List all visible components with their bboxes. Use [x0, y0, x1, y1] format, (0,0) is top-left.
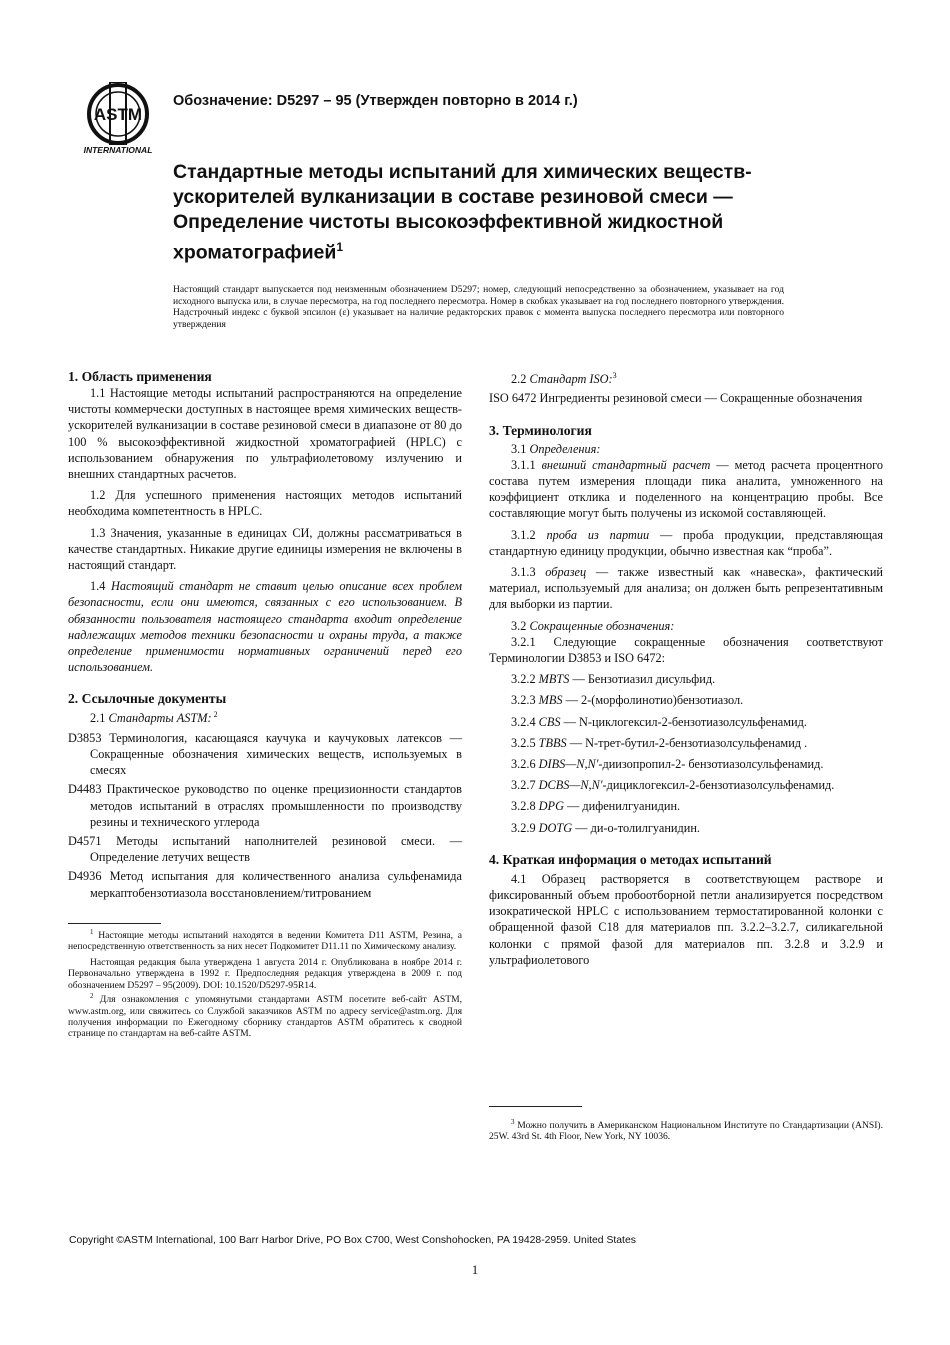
- footnote-1-revision: Настоящая редакция была утверждена 1 августа 2014 г. Опубликована в ноябре 2014 г. Первоначально утверждена в 1992 г. Предпоследняя редакция утверждена в 2009 г. под обозначением D5297 – 95(2009). DOI: 10.1520/D5297-95R14.: [68, 956, 462, 991]
- subsection-3-2: [489, 618, 883, 634]
- abbr-number: 3.2.4: [511, 714, 539, 729]
- subsection-2-2-sup: 3: [612, 371, 617, 380]
- abbr-3-2-6: [489, 756, 883, 772]
- designation: Обозначение: D5297 – 95 (Утвержден повторно в 2014 г.): [173, 93, 578, 109]
- right-footnote-area: [489, 1106, 883, 1152]
- footnote-2-text: Для ознакомления с упомянутыми стандартами ASTM посетите веб-сайт ASTM, www.astm.org, или свяжитесь со Службой заказчиков ASTM по адресу service@astm.org. Для получения информации по Ежегодному сборнику стандартов ASTM обратитесь к сводной странице по стандартам на веб-сайте ASTM.: [68, 994, 462, 1040]
- title-text: Стандартные методы испытаний для химических веществ-ускорителей вулканизации в составе резиновой смеси — Определение чистоты высокоэффективной жидкостной хроматографией: [173, 161, 752, 264]
- term-3-1-2-definition: — проба продукции, представляющая стандартную единицу продукции, обычно известная как “проба”.: [489, 527, 884, 558]
- term-3-1-3: [489, 564, 883, 613]
- logo-text-astm: ASTM: [93, 105, 143, 124]
- abbr-definition: — 2-(морфолинотио)бензотиазол.: [562, 693, 744, 708]
- page-number: 1: [471, 1263, 479, 1277]
- left-column: [68, 368, 462, 1040]
- subsection-2-2: [489, 368, 883, 387]
- term-3-1-1-number: 3.1.1: [511, 457, 542, 472]
- abbr-3-2-5: [489, 735, 883, 751]
- subsection-3-1-label: Определения:: [529, 441, 601, 456]
- section-3-heading: 3. Терминология: [489, 422, 592, 438]
- abbr-term: DOTG: [538, 820, 573, 835]
- paragraph-1-4-number: 1.4: [90, 579, 111, 594]
- abbr-number: 3.2.3: [511, 693, 539, 708]
- abbr-definition: — дифенилгуанидин.: [563, 799, 681, 814]
- abbr-definition: — Бензотиазил дисульфид.: [569, 672, 716, 687]
- subsection-2-1-label: Стандарты ASTM:: [108, 711, 212, 726]
- abbr-number: 3.2.5: [511, 735, 539, 750]
- paragraph-1-4-text: Настоящий стандарт не ставит целью описание всех проблем безопасности, если они имеются, связанных с его использованием. В обязанности пользователя настоящего стандарта входит определение надлежащих методов техники безопасности и охраны труда, а также определение применимости нормативных ограничений перед его использованием.: [68, 579, 462, 675]
- astm-logo-graphic: [76, 82, 160, 156]
- term-3-1-2-term: проба из партии: [546, 527, 650, 542]
- abbr-term: DCBS—N,N': [538, 778, 603, 793]
- reference-d4483: D4483 Практическое руководство по оценке прецизионности стандартов методов испытаний в отраслях промышленности по производству резины и технического углерода: [68, 782, 462, 829]
- subsection-2-1-number: 2.1: [90, 711, 109, 726]
- paragraph-4-1: 4.1 Образец растворяется в соответствующем растворе и фиксированный объем пробоотборной петли анализируется посредством изократической HPLC с использованием термостатированной колонки с обращенной фазой C18 для материалов пп. 3.2.2–3.2.7, силикагельной колонки с прямой фазой для материалов пп. 3.2.8 и 3.2.9 и ультрафиолетового: [489, 871, 883, 967]
- abbr-number: 3.2.2: [511, 672, 539, 687]
- term-3-1-3-number: 3.1.3: [511, 564, 546, 579]
- document-title: [173, 160, 813, 266]
- footnote-2-mark: 2: [90, 992, 94, 1000]
- paragraph-1-1: 1.1 Настоящие методы испытаний распространяются на определение чистоты коммерчески доступных в настоящее время химических веществ-ускорителей вулканизации в составе резиновой смеси в диапазоне от 80 до 100 % высокоэффективной жидкостной хроматографией (HPLC) с использованием обнаружения по ультрафиолетовому излучению и внешних стандартных расчетов.: [68, 386, 462, 482]
- section-1-heading: 1. Область применения: [68, 369, 212, 384]
- term-3-1-2: [489, 527, 883, 559]
- astm-logo: [76, 82, 160, 156]
- abbr-term: MBS: [538, 693, 563, 708]
- abbr-definition: — N-трет-бутил-2-бензотиазолсульфенамид .: [566, 735, 808, 750]
- paragraph-1-2: 1.2 Для успешного применения настоящих методов испытаний необходима компетентность в HPLC.: [68, 488, 462, 519]
- subsection-2-1-sup: 2: [211, 710, 218, 720]
- subsection-3-1-number: 3.1: [511, 441, 530, 456]
- footnote-3-text: Можно получить в Американском Национальном Институте по Стандартизации (ANSI). 25W. 43rd St. 4th Floor, New York, NY 10036.: [489, 1119, 883, 1143]
- footnote-divider: [68, 923, 161, 924]
- abbr-definition: — ди-о-толилгуанидин.: [572, 820, 700, 835]
- abbr-3-2-3: [489, 692, 883, 708]
- footnote-2: [68, 991, 462, 1040]
- abbr-term: CBS: [538, 714, 561, 729]
- abbr-term: DPG: [538, 799, 564, 814]
- footnotes: [68, 927, 462, 1040]
- abbr-3-2-7: [489, 777, 883, 793]
- footnote-1-text: Настоящие методы испытаний находятся в ведении Комитета D11 ASTM, Резина, а непосредственную ответственность за них несет Подкомитет D11.11 по Химическому анализу.: [68, 929, 462, 953]
- abbr-number: 3.2.8: [511, 799, 539, 814]
- abbr-definition: -диизопропил-2- бензотиазолсульфенамид.: [598, 756, 824, 771]
- logo-text-international: INTERNATIONAL: [83, 145, 153, 155]
- subsection-2-2-number: 2.2: [511, 372, 530, 387]
- abbr-3-2-8: [489, 798, 883, 814]
- footnote-1-mark: 1: [90, 927, 94, 936]
- footnote-1: [68, 927, 462, 953]
- paragraph-1-3: 1.3 Значения, указанные в единицах СИ, должны рассматриваться в качестве стандартных. Никакие другие единицы измерения не включены в настоящий стандарт.: [68, 525, 462, 573]
- abbr-definition: -дициклогексил-2-бензотиазолсульфенамид.: [602, 778, 835, 793]
- abbr-term: MBTS: [538, 672, 570, 687]
- abbr-3-2-1: 3.2.1 Следующие сокращенные обозначения соответствуют Терминологии D3853 и ISO 6472:: [489, 634, 883, 665]
- abbr-term: DIBS—N,N': [538, 756, 599, 771]
- term-3-1-1-definition: — метод расчета процентного состава путем измерения площади пика аналита, умноженного на коэффициент отклика и поделенного на концентрацию пробы. Все составляющие могут быть получены из искомой составляющей.: [489, 457, 883, 521]
- abbr-definition: — N-циклогексил-2-бензотиазолсульфенамид.: [560, 714, 807, 729]
- right-column: [489, 368, 883, 968]
- reference-d4571: D4571 Методы испытаний наполнителей резиновой смеси. — Определение летучих веществ: [68, 833, 462, 865]
- term-3-1-1-term: внешний стандартный расчет: [541, 457, 711, 472]
- abbr-3-2-4: [489, 714, 883, 730]
- subsection-2-1: [68, 707, 462, 726]
- footnote-3-mark: 3: [511, 1117, 515, 1126]
- footnote-3: [489, 1117, 883, 1143]
- section-2-heading: 2. Ссылочные документы: [68, 691, 227, 707]
- title-footnote-mark: 1: [336, 240, 344, 254]
- subsection-3-1: [489, 441, 883, 457]
- abbr-3-2-9: [489, 820, 883, 836]
- reference-d4936: D4936 Метод испытания для количественного анализа сульфенамида меркаптобензотиазола восстановлением/титрованием: [68, 869, 462, 900]
- reference-d3853: D3853 Терминология, касающаяся каучука и каучуковых латексов — Сокращенные обозначения химических веществ, используемых в смесях: [68, 730, 462, 778]
- abbr-number: 3.2.6: [511, 756, 539, 771]
- footnote-divider-right: [489, 1106, 582, 1107]
- footnote-3-paragraph: [489, 1117, 883, 1143]
- reference-iso-6472: ISO 6472 Ингредиенты резиновой смеси — Сокращенные обозначения: [489, 391, 863, 406]
- abbr-3-2-2: [489, 671, 883, 687]
- subsection-3-2-label: Сокращенные обозначения:: [529, 618, 675, 633]
- standard-notice: Настоящий стандарт выпускается под неизменным обозначением D5297; номер, следующий непосредственно за обозначением, указывает на год исходного выпуска или, в случае пересмотра, на год последнего пересмотра. Номер в скобках указывает на год последнего повторного утверждения. Надстрочный индекс с буквой эпсилон (ε) указывает на наличие редакторских правок с момента выпуска последнего пересмотра или повторного утверждения: [173, 284, 784, 330]
- subsection-3-2-number: 3.2: [511, 618, 530, 633]
- section-4-heading: 4. Краткая информация о методах испытаний: [489, 851, 772, 867]
- paragraph-1-4: [68, 578, 462, 675]
- abbr-number: 3.2.9: [511, 820, 539, 835]
- term-3-1-2-number: 3.1.2: [511, 527, 547, 542]
- copyright-line: Copyright ©ASTM International, 100 Barr Harbor Drive, PO Box C700, West Conshohocken, PA 19428-2959. United States: [69, 1235, 636, 1246]
- term-3-1-1: [489, 457, 883, 522]
- term-3-1-3-definition: — также известный как «навеска», фактический материал, используемый для анализа; он должен быть репрезентативным для выборки из партии.: [489, 564, 884, 612]
- subsection-2-2-label: Стандарт ISO:: [529, 372, 613, 387]
- abbr-number: 3.2.7: [511, 778, 539, 793]
- abbr-term: TBBS: [538, 735, 567, 750]
- term-3-1-3-term: образец: [545, 564, 587, 579]
